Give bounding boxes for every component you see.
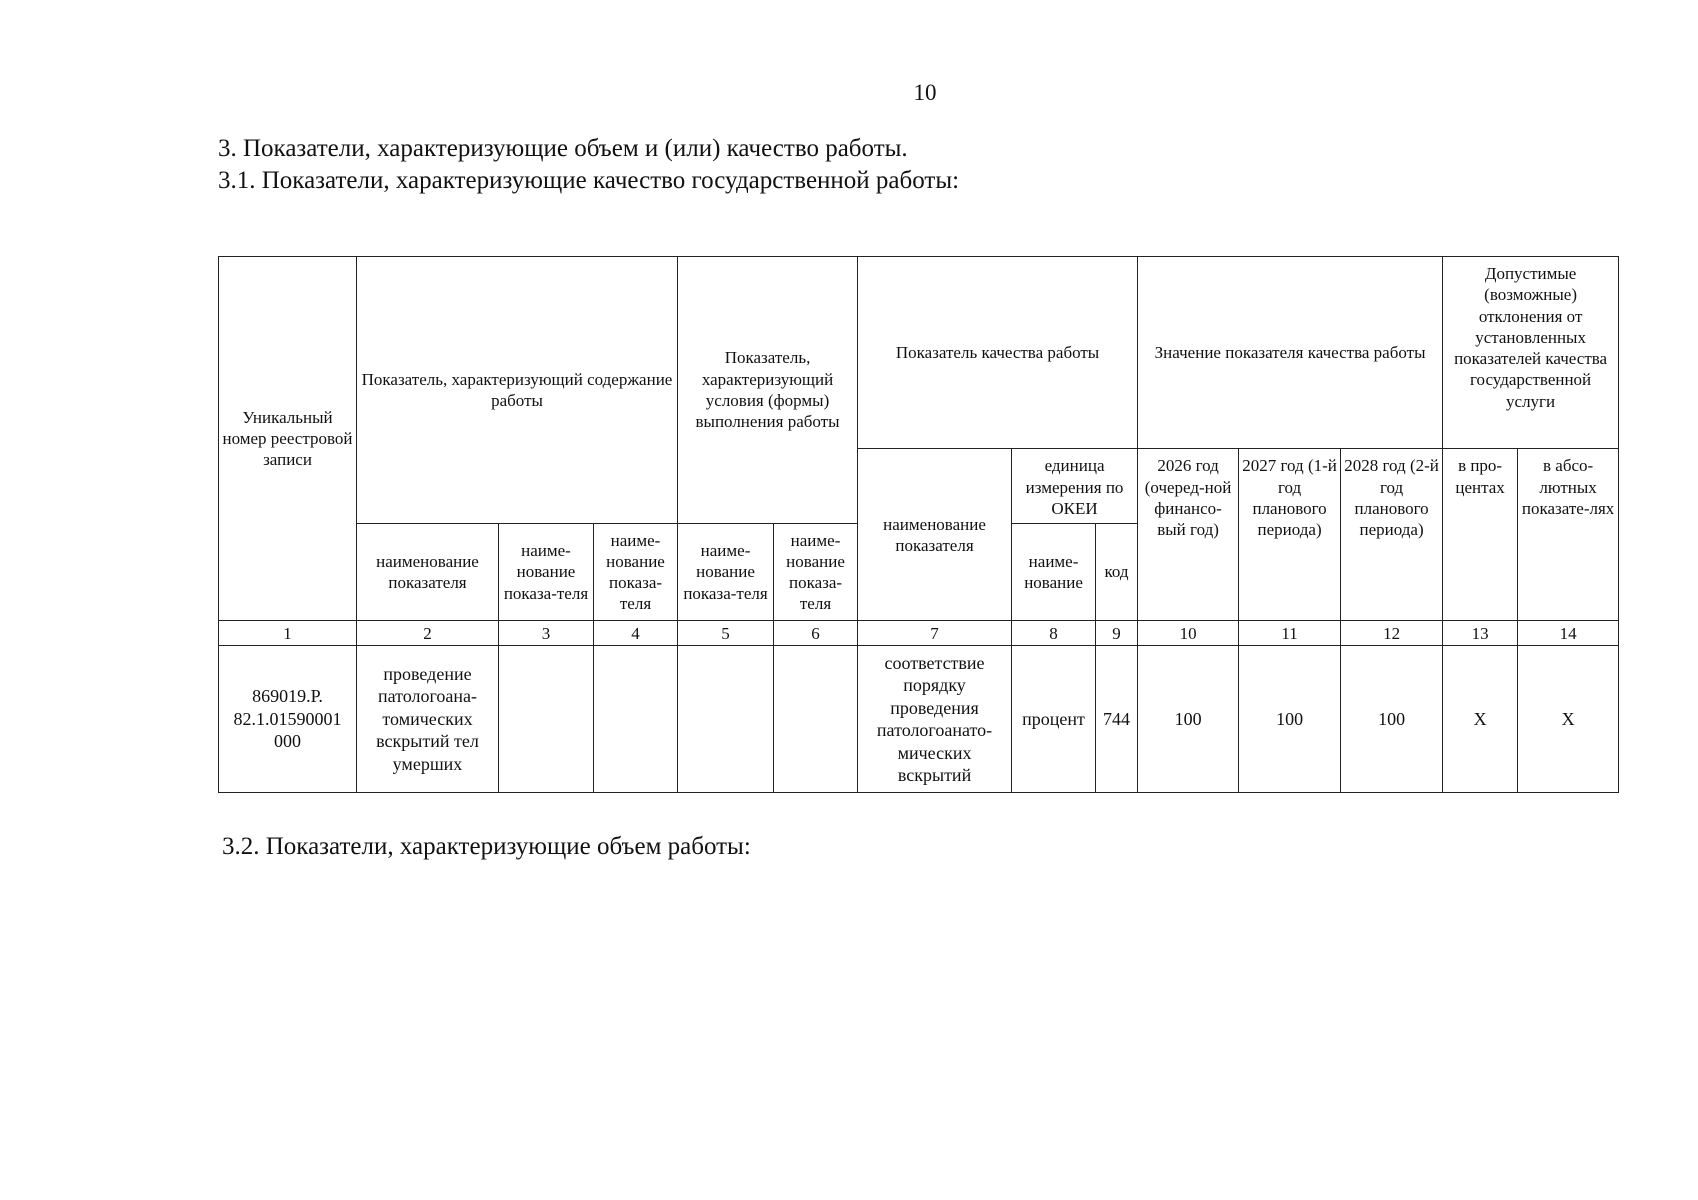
quality-indicators-table — [218, 256, 1619, 793]
header-allowed-deviation: Допустимые (возможные) отклонения от установленных показателей качества государственной услуги — [1443, 257, 1619, 449]
header-unit-name: наиме-нование — [1012, 523, 1096, 620]
column-number: 11 — [1239, 621, 1341, 646]
header-registry-number: Уникальный номер реестровой записи — [219, 257, 357, 621]
cell-indicator-name: соответствие порядку проведения патологоанато-мических вскрытий — [858, 646, 1012, 793]
header-in-percent: в про-центах — [1443, 449, 1518, 621]
column-number: 13 — [1443, 621, 1518, 646]
section-3-1-heading: 3.1. Показатели, характеризующие качество государственной работы: — [218, 167, 960, 194]
header-in-absolute: в абсо-лютных показате-лях — [1518, 449, 1619, 621]
column-number: 14 — [1518, 621, 1619, 646]
column-number: 7 — [858, 621, 1012, 646]
section-3-heading: 3. Показатели, характеризующие объем и (или) качество работы. — [218, 135, 908, 162]
column-number: 12 — [1341, 621, 1443, 646]
cell-value-2026: 100 — [1138, 646, 1239, 793]
header-conditions-indicator: Показатель, характеризующий условия (формы) выполнения работы — [678, 257, 858, 524]
section-3-2-heading: 3.2. Показатели, характеризующие объем работы: — [222, 833, 751, 860]
header-content-indicator: Показатель, характеризующий содержание работы — [357, 257, 678, 524]
cell-content-1: проведение патологоана-томических вскрытий тел умерших — [357, 646, 499, 793]
header-conditions-name-2: наиме-нование показа-теля — [774, 523, 858, 620]
cell-value-2027: 100 — [1239, 646, 1341, 793]
header-quality-indicator: Показатель качества работы — [858, 257, 1138, 449]
column-number: 5 — [678, 621, 774, 646]
cell-content-2 — [499, 646, 594, 793]
column-number: 8 — [1012, 621, 1096, 646]
column-number: 2 — [357, 621, 499, 646]
header-indicator-name: наименование показателя — [858, 449, 1012, 621]
header-year-2026: 2026 год (очеред-ной финансо-вый год) — [1138, 449, 1239, 621]
column-number: 4 — [594, 621, 678, 646]
header-year-2027: 2027 год (1-й год планового периода) — [1239, 449, 1341, 621]
cell-unit-name: процент — [1012, 646, 1096, 793]
column-number: 1 — [219, 621, 357, 646]
cell-deviation-percent: Х — [1443, 646, 1518, 793]
cell-unit-code: 744 — [1096, 646, 1138, 793]
column-number: 9 — [1096, 621, 1138, 646]
column-number: 3 — [499, 621, 594, 646]
header-quality-value: Значение показателя качества работы — [1138, 257, 1443, 449]
cell-conditions-1 — [678, 646, 774, 793]
header-content-name-3: наиме-нование показа-теля — [594, 523, 678, 620]
header-unit-code: код — [1096, 523, 1138, 620]
header-content-name-2: наиме-нование показа-теля — [499, 523, 594, 620]
header-year-2028: 2028 год (2-й год планового периода) — [1341, 449, 1443, 621]
cell-content-3 — [594, 646, 678, 793]
cell-deviation-absolute: Х — [1518, 646, 1619, 793]
header-unit-okei: единица измерения по ОКЕИ — [1012, 449, 1138, 524]
cell-conditions-2 — [774, 646, 858, 793]
cell-registry-number: 869019.Р. 82.1.01590001 000 — [219, 646, 357, 793]
column-number: 6 — [774, 621, 858, 646]
column-number: 10 — [1138, 621, 1239, 646]
header-conditions-name-1: наиме-нование показа-теля — [678, 523, 774, 620]
page-number: 10 — [913, 80, 937, 105]
header-content-name-1: наименование показателя — [357, 523, 499, 620]
cell-value-2028: 100 — [1341, 646, 1443, 793]
